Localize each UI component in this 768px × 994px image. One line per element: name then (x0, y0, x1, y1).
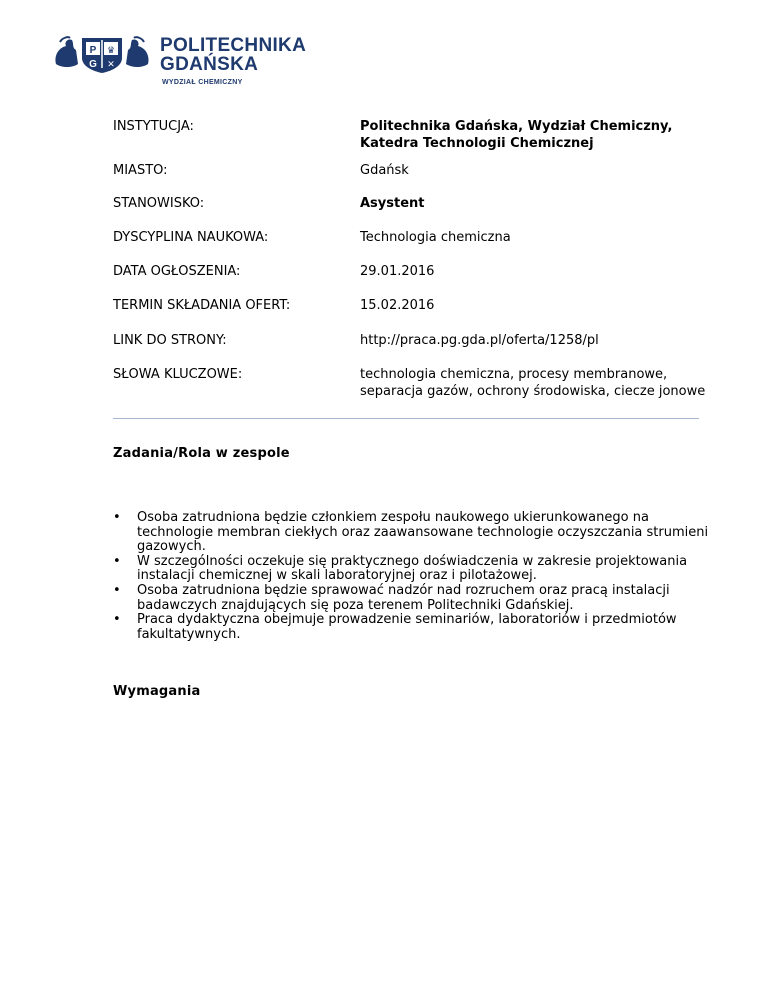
list-item-line: instalacji chemicznej w skali laboratoryjnej oraz i pilotażowej. (137, 568, 537, 584)
university-name-line1: POLITECHNIKA (160, 35, 307, 56)
griffin-crest-icon (52, 34, 152, 74)
field-value: Technologia chemiczna (360, 230, 511, 245)
field-value: Asystent (360, 196, 425, 211)
field-label: LINK DO STRONY: (113, 333, 227, 348)
tasks-list (113, 511, 713, 642)
field-value: 15.02.2016 (360, 298, 435, 313)
university-name-line2: GDAŃSKA (160, 54, 259, 75)
university-logo (52, 34, 352, 94)
tasks-heading: Zadania/Rola w zespole (113, 446, 290, 461)
section-divider (113, 418, 699, 419)
field-value-line: Katedra Technologii Chemicznej (360, 136, 594, 151)
field-label: DATA OGŁOSZENIA: (113, 264, 241, 279)
bullet-icon: • (113, 510, 121, 525)
list-item-line: W szczególności oczekuje się praktycznego doświadczenia w zakresie projektowania (137, 553, 688, 569)
requirements-heading: Wymagania (113, 684, 201, 699)
field-value-line: Politechnika Gdańska, Wydział Chemiczny, (360, 119, 673, 134)
field-value-line: separacja gazów, ochrony środowiska, ciecze jonowe (360, 384, 706, 399)
field-label: STANOWISKO: (113, 196, 205, 211)
field-label: SŁOWA KLUCZOWE: (113, 367, 243, 382)
bullet-icon: • (113, 553, 121, 569)
cross-icon: ✕ (107, 60, 115, 70)
list-item-line: fakultatywnych. (137, 626, 241, 642)
list-item (113, 555, 713, 584)
bullet-icon: • (113, 582, 121, 598)
list-item-line: Osoba zatrudniona będzie członkiem zespołu naukowego ukierunkowanego na (137, 510, 649, 525)
list-item-line: technologie membran ciekłych oraz zaawansowane technologie oczyszczania strumieni (137, 524, 709, 540)
field-value-line: technologia chemiczna, procesy membranowe, (360, 367, 668, 382)
crown-icon: ♛ (106, 46, 116, 56)
field-value: Gdańsk (360, 163, 409, 178)
field-value (360, 118, 720, 152)
field-value (360, 366, 720, 400)
field-label: TERMIN SKŁADANIA OFERT: (113, 298, 291, 313)
offer-link[interactable]: http://praca.pg.gda.pl/oferta/1258/pl (360, 333, 599, 348)
field-label: INSTYTUCJA: (113, 119, 194, 134)
list-item-line: gazowych. (137, 539, 206, 555)
list-item (113, 584, 713, 613)
list-item-line: badawczych znajdujących się poza terenem Politechniki Gdańskiej. (137, 597, 574, 613)
list-item (113, 511, 713, 555)
list-item-line: Praca dydaktyczna obejmuje prowadzenie seminariów, laboratoriów i przedmiotów (137, 612, 677, 628)
logo-shield-letter-p: P (89, 45, 97, 56)
bullet-icon: • (113, 612, 121, 628)
list-item-line: Osoba zatrudniona będzie sprawować nadzór nad rozruchem oraz pracą instalacji (137, 582, 670, 598)
list-item (113, 613, 713, 642)
field-value: 29.01.2016 (360, 264, 435, 279)
field-label: MIASTO: (113, 163, 168, 178)
university-name (160, 36, 306, 74)
department-name: WYDZIAŁ CHEMICZNY (162, 79, 243, 86)
field-label: DYSCYPLINA NAUKOWA: (113, 230, 269, 245)
logo-shield-letter-g: G (89, 59, 97, 70)
